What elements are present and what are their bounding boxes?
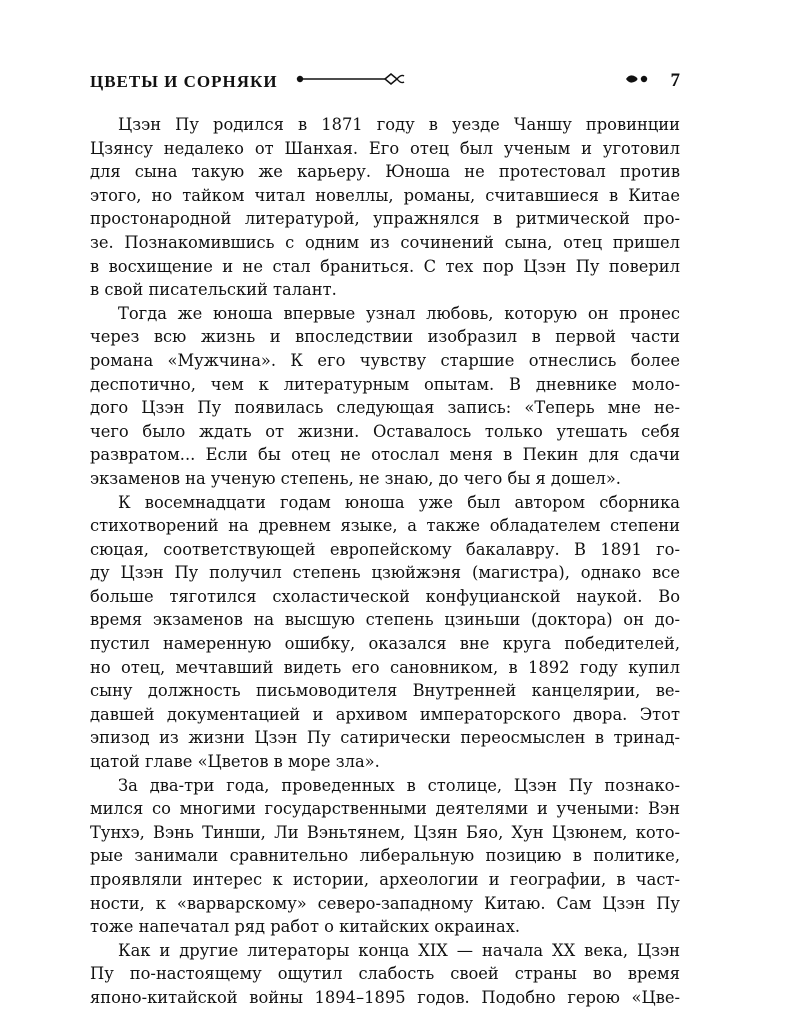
ornament-left-icon [295, 70, 405, 88]
text-line: За два-три года, проведенных в столице, Цзэн Пу познако- [118, 775, 680, 795]
text-line: в восхищение и не стал браниться. С тех пор Цзэн Пу поверил [90, 256, 680, 276]
text-line: через всю жизнь и впоследствии изобразил в первой части [90, 327, 680, 347]
text-line: К восемнадцати годам юноша уже был автором сборника [118, 492, 680, 512]
text-line: простонародной литературой, упражнялся в ритмической про- [90, 209, 680, 229]
text-line: тоже напечатал ряд работ о китайских окраинах. [90, 917, 521, 937]
text-line: дого Цзэн Пу появилась следующая запись: «Теперь мне не- [90, 398, 680, 418]
text-line: чего было ждать от жизни. Оставалось только утешать себя [90, 421, 680, 441]
running-title: ЦВЕТЫ И СОРНЯКИ [90, 72, 278, 91]
running-header [90, 70, 680, 96]
text-line: но отец, мечтавший видеть его сановником, в 1892 году купил [90, 657, 680, 677]
text-line: больше тяготился схоластической конфуцианской наукой. Во [90, 586, 680, 606]
paragraph [90, 113, 680, 302]
text-line: этого, но тайком читал новеллы, романы, считавшиеся в Китае [90, 185, 680, 205]
text-line: цатой главе «Цветов в море зла». [90, 752, 380, 772]
paragraph [90, 302, 680, 491]
text-line: сюцая, соответствующей европейскому бакалавру. В 1891 го- [90, 539, 680, 559]
text-line: для сына такую же карьеру. Юноша не протестовал против [90, 162, 680, 182]
text-line: мился со многими государственными деятелями и учеными: Вэн [90, 799, 680, 819]
text-line: сыну должность письмоводителя Внутренней канцелярии, ве- [90, 681, 680, 701]
ornament-right-icon [624, 70, 654, 88]
paragraph [90, 774, 680, 939]
text-line: Цзэн Пу родился в 1871 году в уезде Чаншу провинции [118, 115, 680, 134]
text-line: рые занимали сравнительно либеральную позицию в политике, [90, 846, 680, 866]
text-line: развратом... Если бы отец не отослал меня в Пекин для сдачи [90, 445, 680, 465]
text-line: Тунхэ, Вэнь Тинши, Ли Вэньтянем, Цзян Бяо, Хун Цзюнем, кото- [90, 822, 680, 842]
page-number: 7 [670, 70, 680, 91]
text-line: ности, к «варварскому» северо-западному Китаю. Сам Цзэн Пу [90, 893, 680, 913]
text-line: японо-китайской войны 1894–1895 годов. Подобно герою «Цве- [90, 987, 680, 1007]
body-text [90, 113, 680, 1010]
text-line: экзаменов на ученую степень, не знаю, до чего бы я дошел». [90, 468, 621, 488]
text-line: давшей документацией и архивом императорского двора. Этот [90, 704, 680, 724]
text-line: проявляли интерес к истории, археологии и географии, в част- [90, 870, 680, 889]
text-line: Как и другие литераторы конца XIX — начала XX века, Цзэн [118, 940, 680, 960]
text-line: пустил намеренную ошибку, оказался вне круга победителей, [90, 634, 680, 654]
text-line: стихотворений на древнем языке, а также обладателем степени [90, 516, 680, 536]
paragraph [90, 939, 680, 1010]
text-line: время экзаменов на высшую степень цзиньши (доктора) он до- [90, 610, 680, 630]
paragraph [90, 491, 680, 774]
text-line: зе. Познакомившись с одним из сочинений сына, отец пришел [90, 232, 680, 252]
text-line: ду Цзэн Пу получил степень цзюйжэня (магистра), однако все [90, 563, 680, 583]
text-line: Цзянсу недалеко от Шанхая. Его отец был ученым и уготовил [90, 138, 680, 158]
text-line: деспотично, чем к литературным опытам. В дневнике моло- [90, 374, 680, 394]
text-line: Тогда же юноша впервые узнал любовь, которую он пронес [118, 303, 680, 323]
text-line: эпизод из жизни Цзэн Пу сатирически переосмыслен в тринад- [90, 728, 680, 748]
text-line: Пу по-настоящему ощутил слабость своей страны во время [90, 964, 680, 984]
text-line: в свой писательский талант. [90, 280, 337, 300]
text-line: романа «Мужчина». К его чувству старшие отнеслись более [90, 350, 680, 370]
